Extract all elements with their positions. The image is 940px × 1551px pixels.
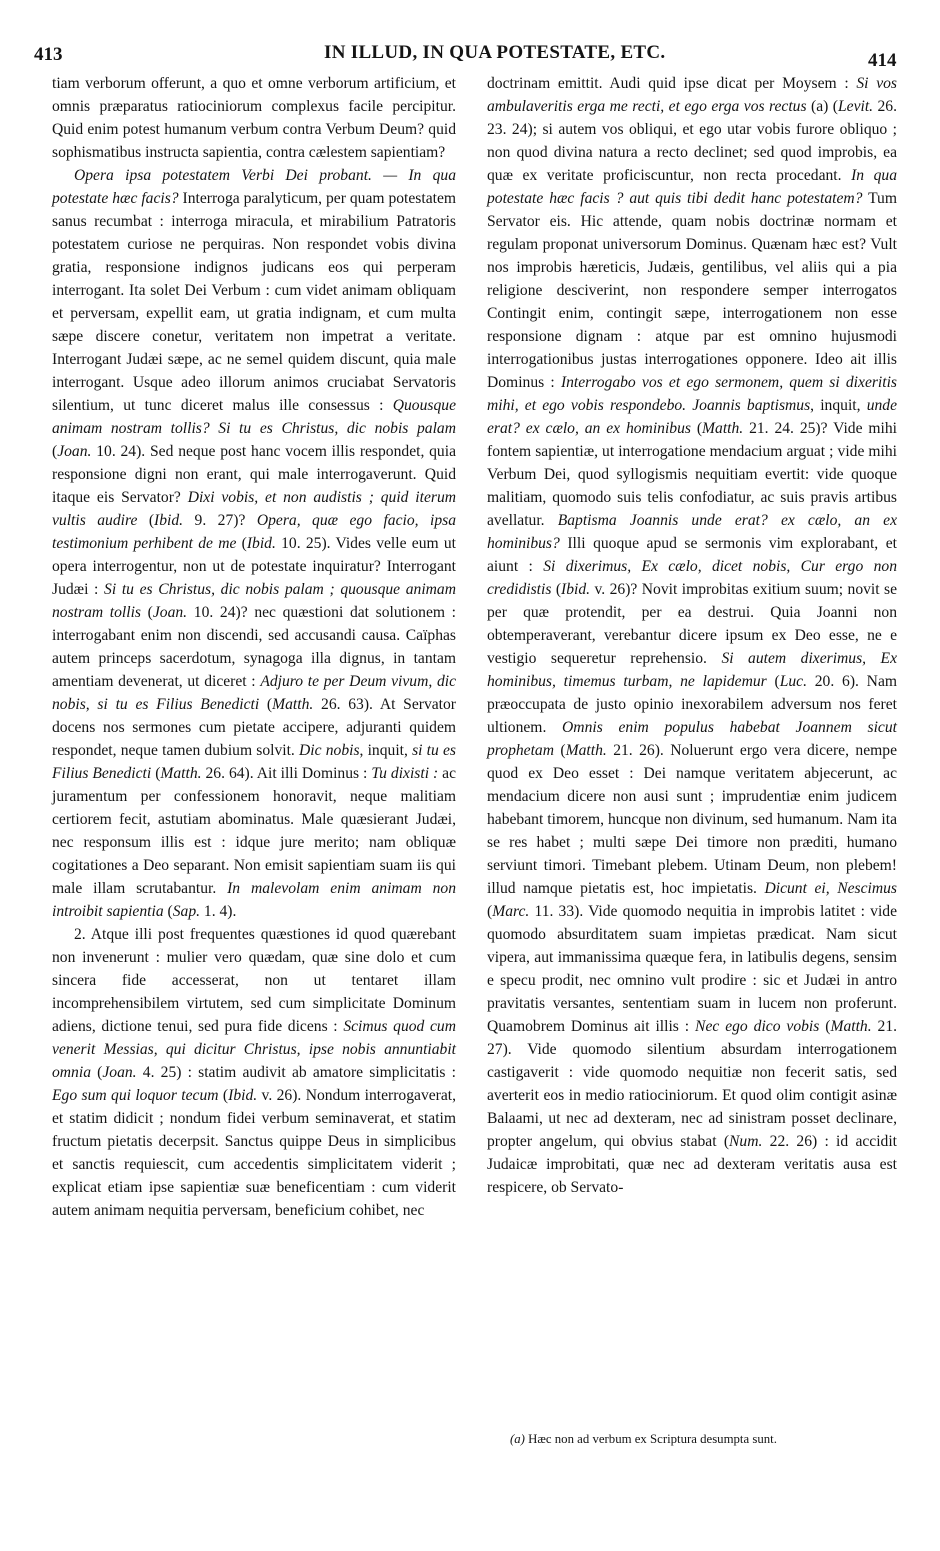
footnote-text: Hæc non ad verbum ex Scriptura desumpta sunt. — [528, 1432, 777, 1446]
left-column — [52, 72, 456, 1222]
page-number-right: 414 — [868, 50, 897, 71]
page-number-left: 413 — [34, 44, 63, 65]
paragraph: Opera ipsa potestatem Verbi Dei probant. — In qua potestate hæc facis? Interroga paralyticum, per quam potestatem sanus recumbat : interroga miracula, et mirabilium Patratoris potestatem curiose ne perquiras. Non respondet vobis divina gratia, responsione indignos judicans eos qui perperam interrogant. Ita solet Dei Verbum : cum videt animam obliquam et perversam, expellit eam, ut gratia indignam, et cum multa sæpe discere conetur, veritatem non impetrat a veritate. Interrogant Judæi sæpe, ac ne semel quidem discunt, quia male interrogant. Usque adeo illorum animos cruciabat Servatoris silentium, ut tunc diceret malus ille consessus : Quousque animam nostram tollis? Si tu es Christus, dic nobis palam (Joan. 10. 24). Sed neque post hanc vocem illis respondet, quia responsione digni non erant, qui male interrogaverunt. Quid itaque eis Servator? Dixi vobis, et non audistis ; quid iterum vultis audire (Ibid. 9. 27)? Opera, quæ ego facio, ipsa testimonium perhibent de me (Ibid. 10. 25). Vides velle eum ut opera interrogentur, non ut de potestate inquiratur? Interrogant Judæi : Si tu es Christus, dic nobis palam ; quousque animam nostram tollis (Joan. 10. 24)? nec quæstioni dat solutionem : interrogabant enim non discendi, sed accusandi causa. Caïphas autem princeps sacerdotum, synagoga illa dignus, in tantam amentiam devenerat, ut diceret : Adjuro te per Deum vivum, dic nobis, si tu es Filius Benedicti (Matth. 26. 63). At Servator docens nos sermones cum pietate accipere, adjuranti quidem respondet, neque tamen dubium solvit. Dic nobis, inquit, si tu es Filius Benedicti (Matth. 26. 64). Ait illi Dominus : Tu dixisti : ac juramentum per confessionem honoravit, neque malitiam certiorem fecit, astutiam abominatus. Male quæsierant Judæi, nec responsum illis est : idque jure merito; nam obliquæ cogitationes a Deo separant. Non emisit sapientiam suam iis qui male illam scrutabantur. In malevolam enim animam non introibit sapientia (Sap. 1. 4). — [52, 167, 457, 920]
right-column — [487, 72, 897, 1199]
paragraph: tiam verborum offerunt, a quo et omne verborum artificium, et omnis præparatus ratiociniorum complexus facile percipitur. Quid enim potest humanum verbum contra Verbum Deum? quid sophismatibus instructa sapientia, contra cælestem sapientiam? — [52, 75, 456, 161]
paragraph: doctrinam emittit. Audi quid ipse dicat per Moysem : Si vos ambulaveritis erga me recti, et ego erga vos rectus (a) (Levit. 26. 23. 24); si autem vos obliqui, et ego utar vobis furore obliquo ; non quod divina natura a recto declinet; sed quod improbis, ea quæ ex veritate proficiscuntur, non recta procedant. In qua potestate hæc facis ? aut quis tibi dedit hanc potestatem? Tum Servator eis. Hic attende, quam nobis doctrinæ normam et regulam proponat universorum Dominus. Quænam hæc est? Vult nos improbis hæreticis, Judæis, gentilibus, vel aliis qui a pia religione desciverint, non respondere semper interrogatos Contingit enim, contingit sæpe, interrogationem non esse responsione dignam : atque par est omnino hujusmodi interrogationibus justas interrogationes opponere. Ideo ait illis Dominus : Interrogabo vos et ego sermonem, quem si dixeritis mihi, et ego vobis respondebo. Joannis baptismus, inquit, unde erat? ex cælo, an ex hominibus (Matth. 21. 24. 25)? Vide mihi fontem sapientiæ, ut interrogatione mendacium arguat ; vide mihi Verbum Dei, quod syllogismis nequitiam evertit: vide quoque malitiam, quomodo suis telis confodiatur, ac suis pravis artibus avellatur. Baptisma Joannis unde erat? ex cælo, an ex hominibus? Illi quoque apud se sermonis vim explorabant, et aiunt : Si dixerimus, Ex cælo, dicet nobis, Cur ergo non credidistis (Ibid. v. 26)? Novit improbitas exitium suum; novit se per quæ protendit, per ea destrui. Quia Joanni non obtemperaverant, verebantur dicere ipsum ex Deo esse, ne e vestigio sequeretur reprehensio. Si autem dixerimus, Ex hominibus, timemus turbam, ne lapidemur (Luc. 20. 6). Nam præoccupata de justo opinio inexorabilem adversum nos feret ultionem. Omnis enim populus habebat Joannem sicut prophetam (Matth. 21. 26). Noluerunt ergo vera dicere, nempe quod ex Deo esset : Dei namque veritatem abjecerunt, ac mendacium dicere non ausi sunt ; imprudentiæ enim judicem habebant timorem, huncque non divinum, sed humanum. Nam ita se res habet ; multi sæpe Dei timore non præditi, humano serviunt timori. Timebant plebem. Utinam Deum, non plebem! illud namque pietatis est, hoc impietatis. Dicunt ei, Nescimus (Marc. 11. 33). Vide quomodo nequitia in improbis latitet : vide quomodo absurditatem suam impietas prædicat. Nam sicut vipera, aut immanissima quæque fera, in latibulis degens, sensim e specu prodit, nec omnino vult prodire : sic et Judæi in antro pravitatis versantes, sententiam suam in lucem non proferunt. Quamobrem Dominus ait illis : Nec ego dico vobis (Matth. 21. 27). Vide quomodo silentium absurdam interrogationem castigaverit : vide quomodo nequitiæ non fecerit satis, sed averterit eos in medio ratiociniorum. Et quod olim contigit asinæ Balaami, ut nec ad dexteram, nec ad sinistram posset declinare, propter angelum, qui obvius stabat (Num. 22. 26) : id accidit Judaicæ improbitati, quæ nec ad dexteram veritatis ausa est respicere, ob Servato- — [487, 75, 898, 1196]
footnote-marker: (a) — [510, 1432, 525, 1446]
running-title: IN ILLUD, IN QUA POTESTATE, ETC. — [324, 42, 666, 63]
running-header — [24, 38, 916, 71]
footnote — [510, 1432, 777, 1447]
paragraph: 2. Atque illi post frequentes quæstiones id quod quærebant non invenerunt : mulier vero quædam, quæ sine dolo et cum sincera fide accesserat, non ut tentaret illam incomprehensibilem virtutem, sed cum simplicitate Dominum adiens, dictione tenui, sed pura fide dicens : Scimus quod cum venerit Messias, qui dicitur Christus, ipse nobis annuntiabit omnia (Joan. 4. 25) : statim audivit ab amatore simplicitatis : Ego sum qui loquor tecum (Ibid. v. 26). Nondum interrogaverat, et statim didicit ; nondum fidei verbum seminaverat, et statim fructum pietatis decerpsit. Sanctus quippe Deus in simplicibus et sanctis requiescit, cum accedentis simplicitatem viderit ; explicat etiam ipse sapientiæ suæ beneficentiam : cum viderit autem animam nequitia perversam, beneficium cohibet, nec — [52, 926, 457, 1219]
